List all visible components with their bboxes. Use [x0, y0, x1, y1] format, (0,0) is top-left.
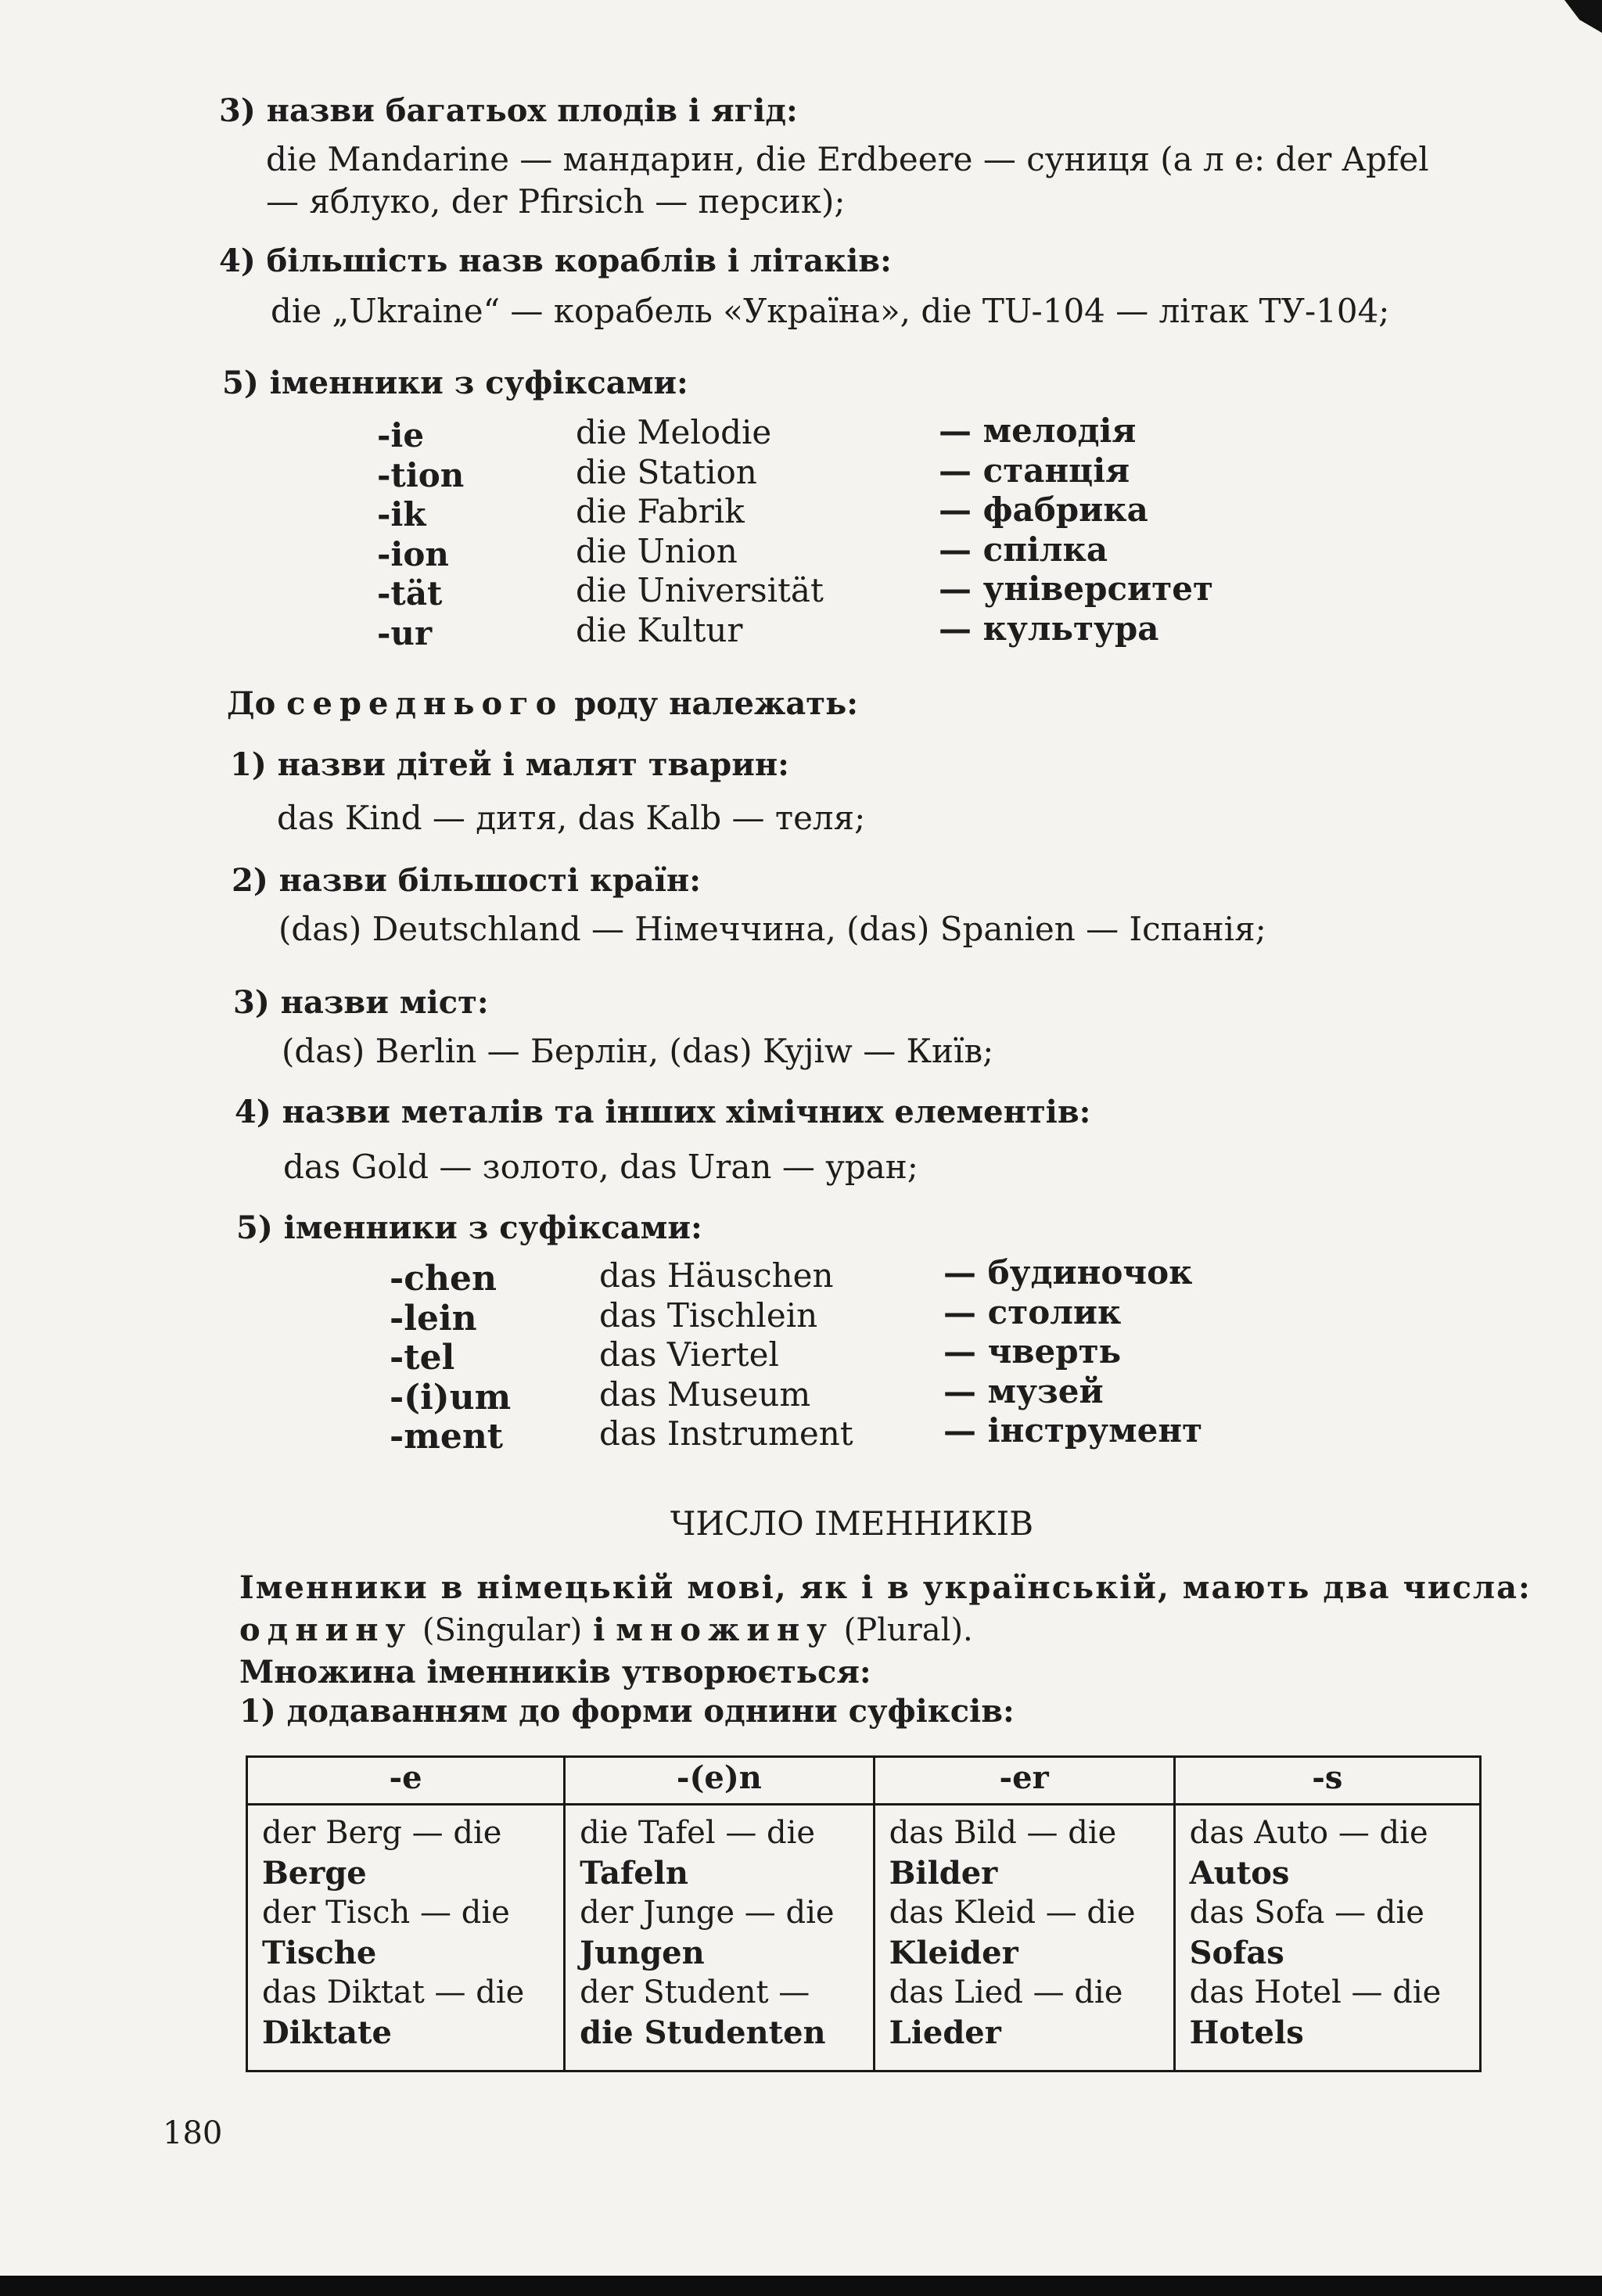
fem-word: die Kultur	[576, 610, 743, 649]
fem-word: die Union	[576, 531, 738, 570]
neut-item-2-example: (das) Deutschland — Німеччина, (das) Spanien — Іспанія;	[278, 910, 1266, 948]
neut-word: das Häuschen	[599, 1256, 834, 1295]
fem-suffix-column	[377, 416, 464, 653]
table-header: -e	[247, 1757, 565, 1805]
neut-translation: — столик	[943, 1292, 1122, 1331]
fem-translation: — культура	[939, 609, 1159, 648]
neut-suffix: -tel	[390, 1338, 455, 1378]
neut-word-column	[599, 1256, 853, 1454]
neut-translation: — чверть	[943, 1332, 1122, 1371]
neut-suffix: -chen	[390, 1259, 497, 1299]
fem-suffix: -tät	[377, 574, 443, 613]
neut-word: das Viertel	[599, 1335, 779, 1374]
fem-item-4-heading: 4) більшість назв кораблів і літаків:	[219, 243, 892, 279]
neut-suffix: -(i)um	[390, 1377, 512, 1417]
scan-corner-mark	[1564, 0, 1602, 33]
scan-bottom-edge	[0, 2276, 1602, 2296]
neut-item-5-heading: 5) іменники з суфіксами:	[236, 1209, 702, 1246]
fem-item-3-example-line2: — яблуко, der Pfirsich — персик);	[266, 182, 846, 221]
fem-word: die Fabrik	[576, 492, 745, 530]
fem-word: die Universität	[576, 571, 824, 609]
neut-item-3-heading: 3) назви міст:	[233, 984, 489, 1021]
neut-item-2-heading: 2) назви більшості країн:	[232, 862, 701, 899]
page-number: 180	[163, 2115, 223, 2151]
neut-word: das Instrument	[599, 1414, 853, 1453]
fem-translation: — станція	[939, 451, 1130, 490]
number-intro-line2: однину (Singular) і множину (Plural).	[239, 1612, 973, 1648]
neut-suffix-column	[390, 1259, 511, 1457]
neut-translation-column	[943, 1253, 1202, 1451]
fem-suffix: -ik	[377, 495, 426, 534]
fem-item-4-example: die „Ukraine“ — корабель «Україна», die TU-104 — літак ТУ-104;	[271, 292, 1390, 330]
table-header: -(e)n	[565, 1757, 874, 1805]
neut-item-4-example: das Gold — золото, das Uran — уран;	[283, 1148, 918, 1186]
fem-suffix: -ie	[377, 416, 425, 455]
neut-item-4-heading: 4) назви металів та інших хімічних елементів:	[235, 1094, 1091, 1130]
fem-translation: — мелодія	[939, 411, 1137, 450]
neut-item-3-example: (das) Berlin — Берлін, (das) Kyjiw — Київ;	[282, 1032, 994, 1070]
neut-word: das Museum	[599, 1374, 811, 1414]
neut-suffix: -lein	[390, 1298, 477, 1338]
neut-item-1-example: das Kind — дитя, das Kalb — теля;	[277, 799, 866, 837]
neut-translation: — будиночок	[943, 1253, 1193, 1292]
neuter-intro: До середнього роду належать:	[227, 685, 858, 722]
fem-word: die Melodie	[576, 413, 772, 451]
table-cell: das Auto — die Autos das Sofa — die Sofas das Hotel — die Hotels	[1174, 1805, 1480, 2071]
fem-item-3-heading: 3) назви багатьох плодів і ягід:	[219, 92, 798, 129]
table-header: -s	[1174, 1757, 1480, 1805]
fem-word-column	[576, 413, 824, 650]
fem-item-3-example-line1: die Mandarine — мандарин, die Erdbeere — суниця (а л е: der Apfel	[266, 140, 1429, 178]
fem-translation-column	[939, 411, 1213, 649]
fem-suffix: -tion	[377, 455, 465, 494]
fem-translation: — університет	[939, 570, 1213, 608]
fem-item-5-heading: 5) іменники з суфіксами:	[222, 365, 688, 401]
neut-word: das Tischlein	[599, 1295, 818, 1335]
fem-suffix: -ion	[377, 534, 449, 573]
table-row	[247, 1805, 1481, 2071]
neut-item-1-heading: 1) назви дітей і малят тварин:	[230, 746, 789, 783]
table-cell: der Berg — die Berge der Tisch — die Tische das Diktat — die Diktate	[247, 1805, 565, 2071]
section-title: ЧИСЛО ІМЕННИКІВ	[670, 1504, 1034, 1543]
number-formation: Множина іменників утворюється:	[239, 1654, 871, 1691]
fem-word: die Station	[576, 452, 757, 491]
table-header: -er	[874, 1757, 1174, 1805]
fem-suffix: -ur	[377, 613, 433, 652]
number-intro-line1: Іменники в німецькій мові, як і в українській, мають два числа:	[239, 1569, 1532, 1606]
number-item-1: 1) додаванням до форми однини суфіксів:	[239, 1693, 1015, 1730]
neut-suffix: -ment	[390, 1417, 504, 1457]
fem-translation: — фабрика	[939, 490, 1148, 529]
fem-translation: — спілка	[939, 530, 1108, 569]
plural-suffix-table	[246, 1755, 1482, 2072]
table-cell: die Tafel — die Tafeln der Junge — die Jungen der Student — die Studenten	[565, 1805, 874, 2071]
neut-translation: — інструмент	[943, 1411, 1203, 1450]
neut-translation: — музей	[943, 1371, 1104, 1410]
table-cell: das Bild — die Bilder das Kleid — die Kleider das Lied — die Lieder	[874, 1805, 1174, 2071]
